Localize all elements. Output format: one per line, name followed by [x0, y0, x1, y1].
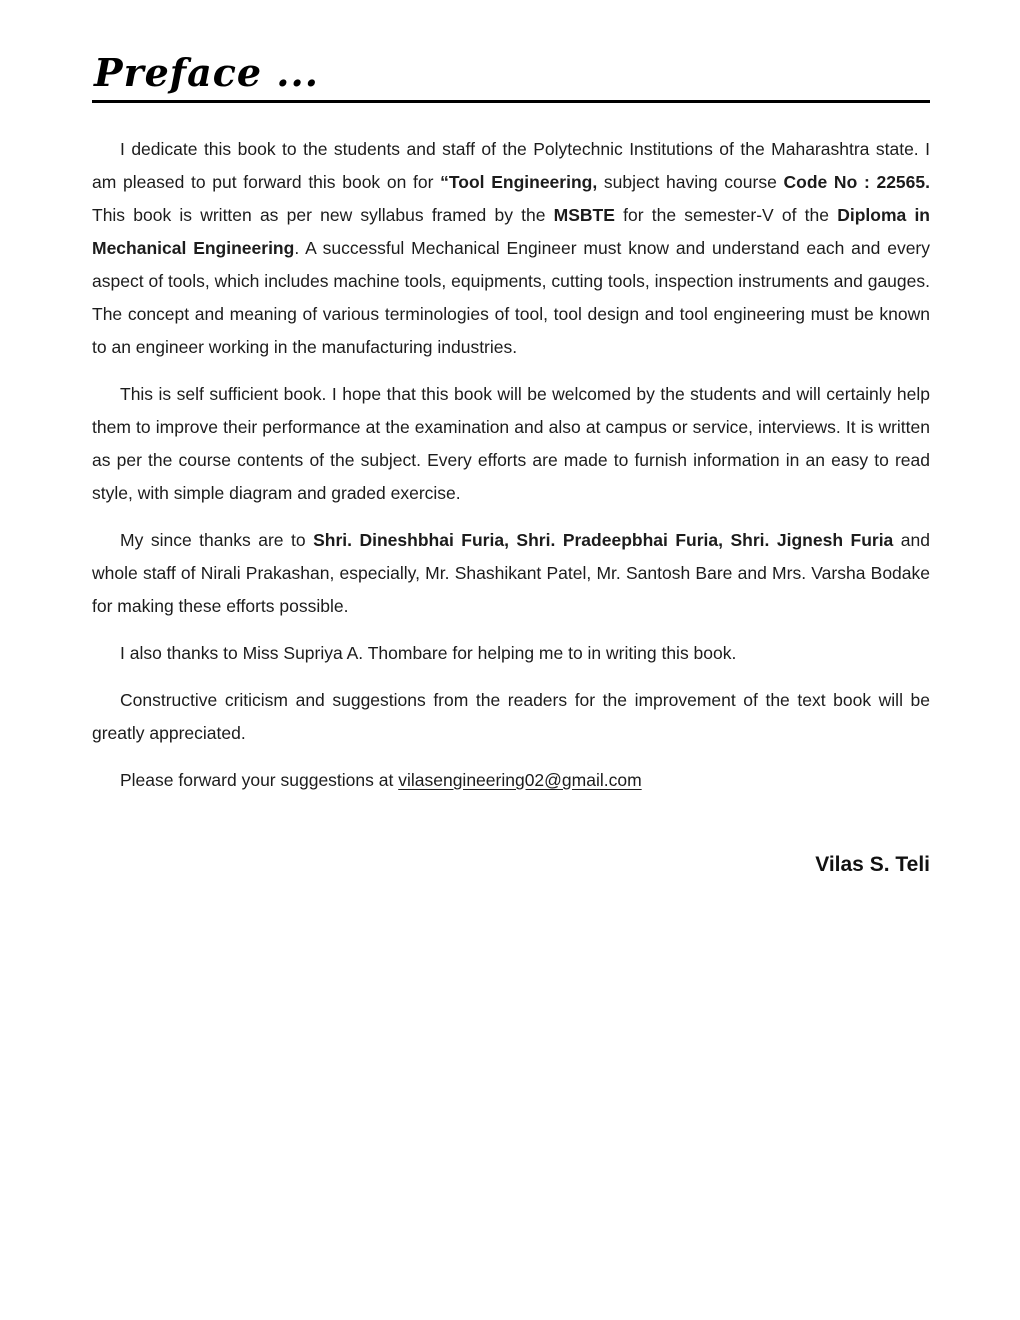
page-title: Preface ...: [94, 50, 319, 95]
text-run: subject having course: [597, 171, 784, 192]
text-run: Code No : 22565.: [783, 171, 930, 192]
text-run: “Tool Engineering,: [440, 171, 598, 192]
paragraph: [92, 684, 935, 750]
text-run: I also thanks to Miss Supriya A. Thombare for helping me to in writing this book.: [120, 642, 737, 663]
email-link[interactable]: vilasengineering02@gmail.com: [398, 769, 642, 790]
text-run: I dedicate this book to the students and staff of the Polytechnic Institutions of the Maharashtra state. I am pleased to put forward this book on for: [92, 138, 935, 192]
text-run: . A successful Mechanical Engineer must know and understand each and every aspect of tools, which includes machine tools, equipments, cutting tools, inspection instruments and gauges. The concept and meaning of various terminologies of tool, tool design and tool engineering must be known to an engineer working in the manufacturing industries.: [92, 237, 935, 357]
paragraph: [92, 133, 935, 364]
paragraph: [92, 524, 935, 623]
paragraph: [92, 637, 930, 670]
author-signature: Vilas S. Teli: [815, 852, 930, 876]
text-run: for the semester-V of the: [614, 204, 838, 225]
text-run: MSBTE: [553, 204, 615, 225]
paragraph: [92, 378, 935, 510]
text-run: This is self sufficient book. I hope that this book will be welcomed by the students and will certainly help them to improve their performance at the examination and also at campus or service, interviews. It is written as per the course contents of the subject. Every efforts are made to furnish information in an easy to read style, with simple diagram and graded exercise.: [92, 383, 935, 503]
text-run: This book is written as per new syllabus framed by the: [92, 171, 935, 225]
paragraph: [92, 764, 930, 797]
text-run: Constructive criticism and suggestions from the readers for the improvement of the text book will be greatly appreciated.: [92, 689, 935, 743]
text-run: Please forward your suggestions at: [120, 769, 399, 790]
text-run: Shri. Dineshbhai Furia, Shri. Pradeepbhai Furia, Shri. Jignesh Furia: [313, 529, 894, 550]
text-run: Diploma in Mechanical Engineering: [92, 204, 935, 258]
preface-paragraphs: [92, 133, 935, 797]
title-rule: [92, 100, 930, 103]
text-run: and whole staff of Nirali Prakashan, especially, Mr. Shashikant Patel, Mr. Santosh Bare and Mrs. Varsha Bodake for making these efforts possible.: [92, 529, 935, 616]
text-run: My since thanks are to: [120, 529, 314, 550]
